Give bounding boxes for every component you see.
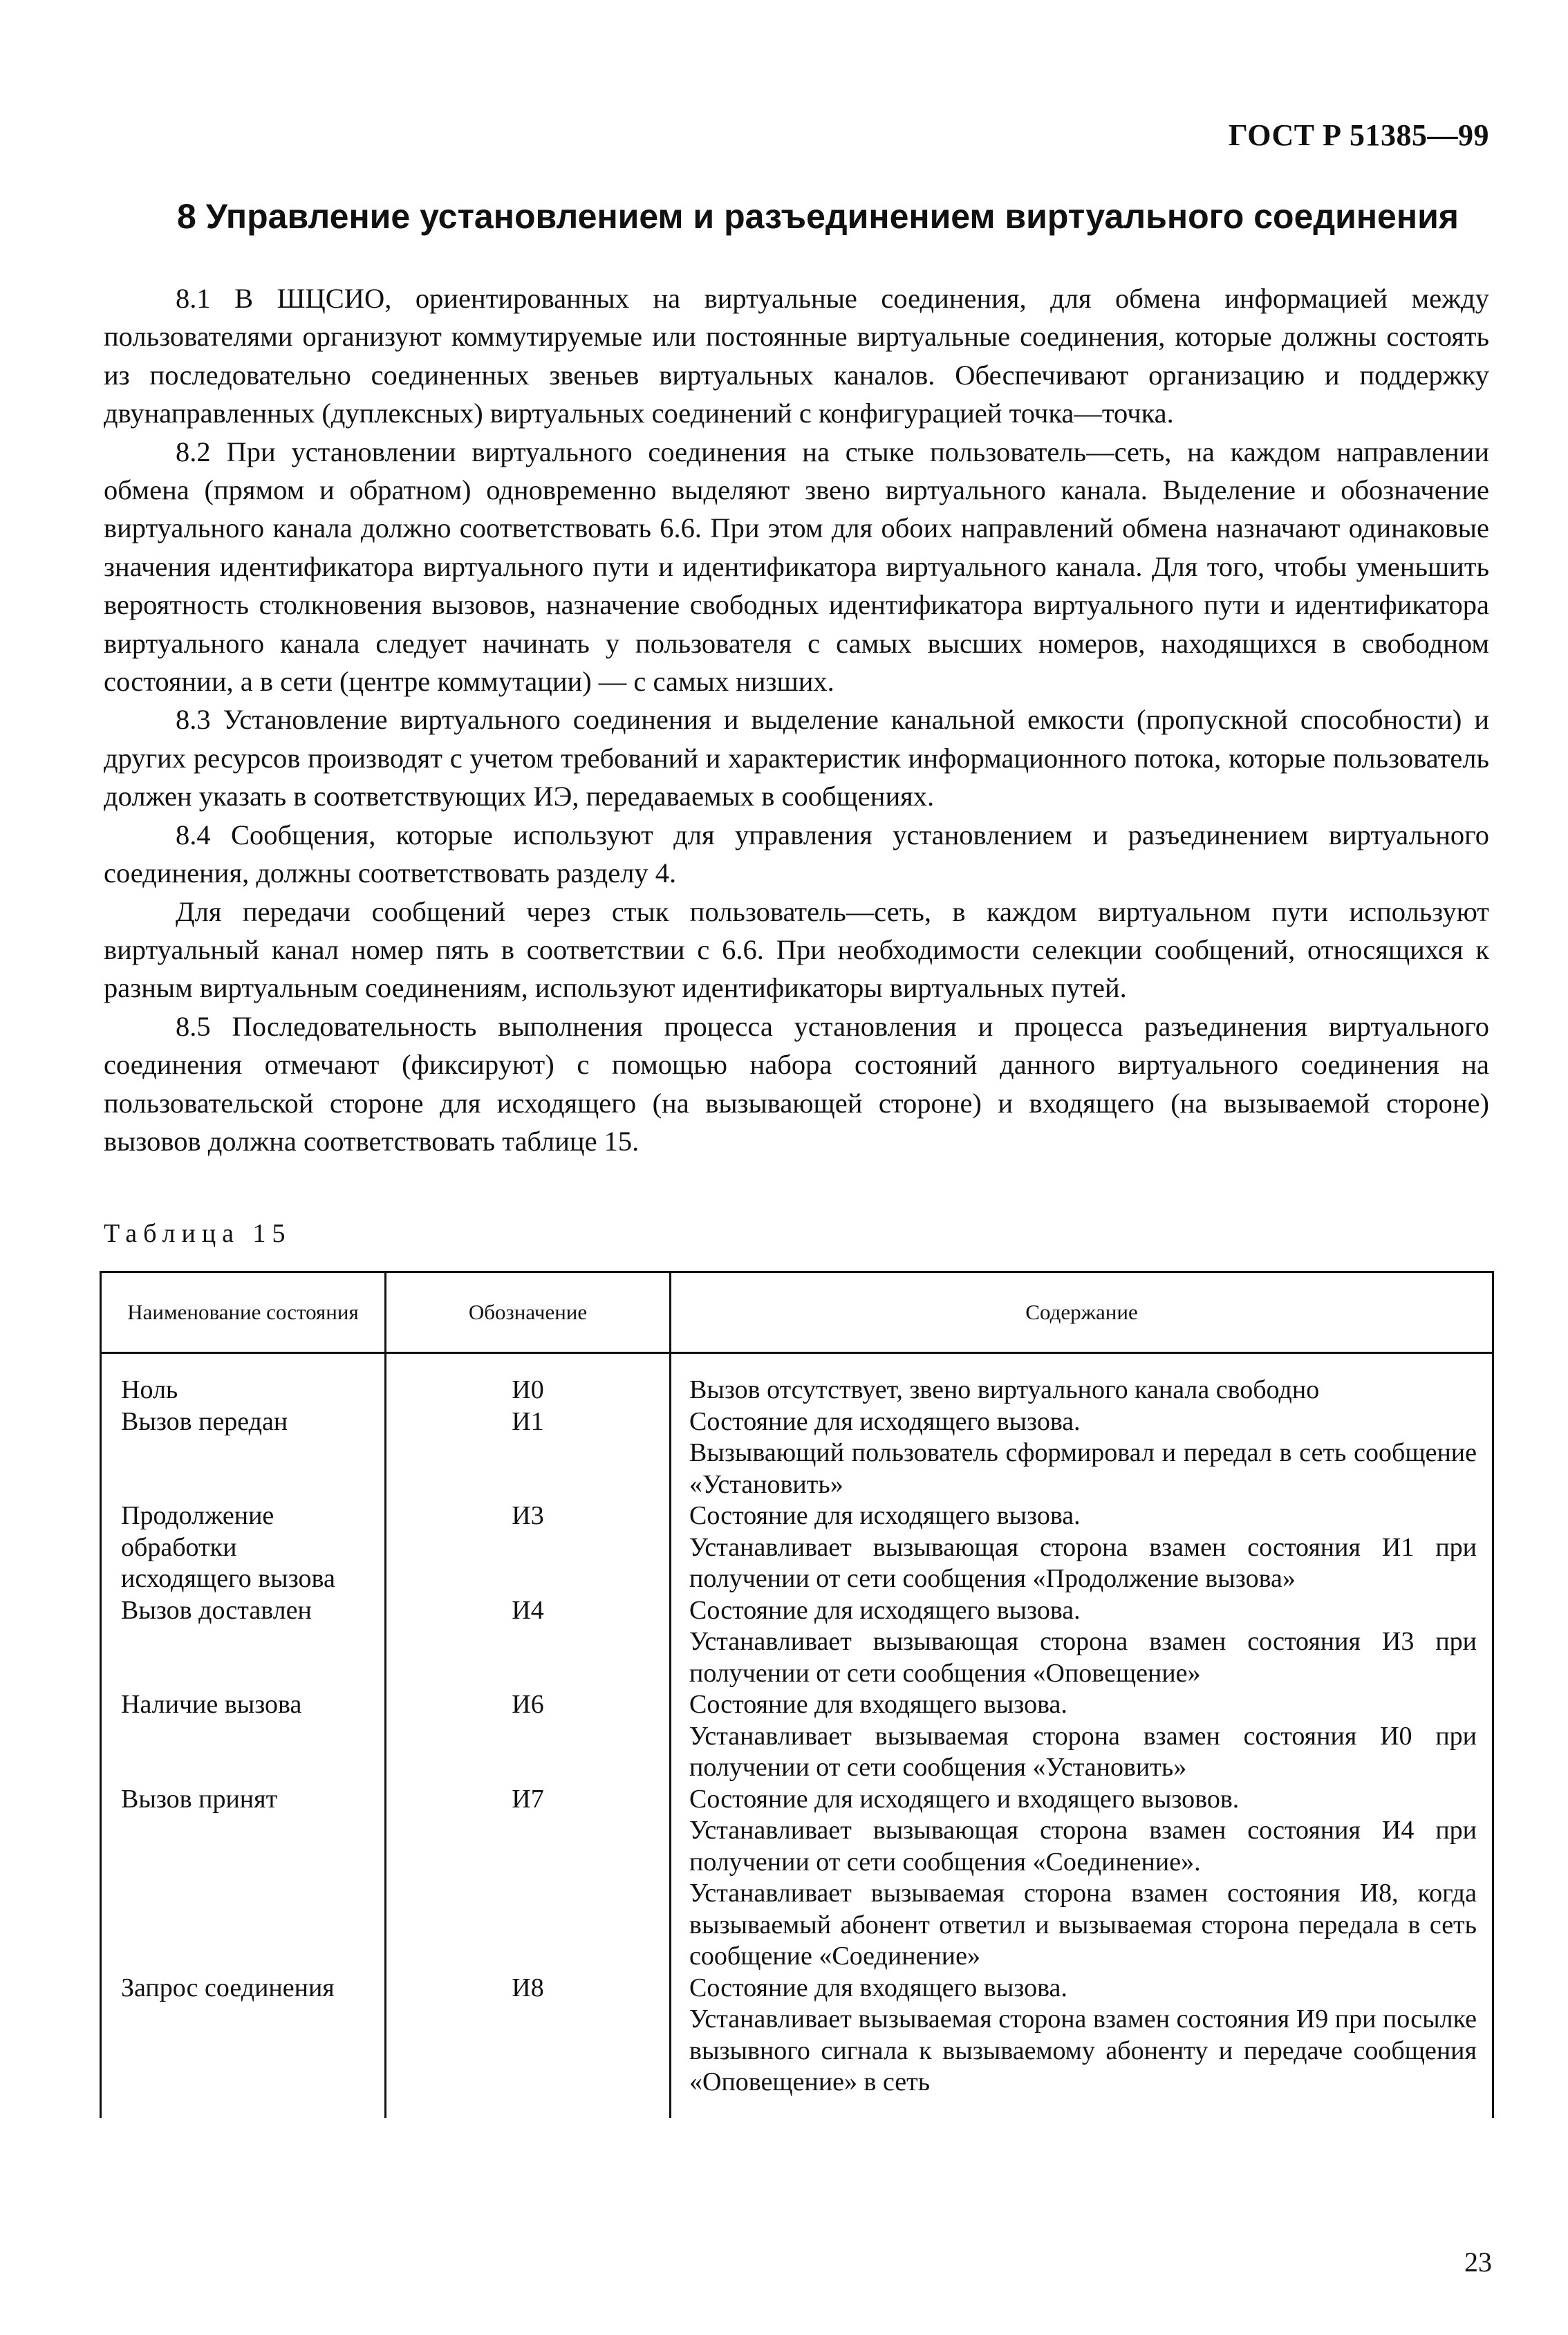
description-line: Вызывающий пользователь сформировал и передал в сеть сообщение «Установить» (689, 1438, 1477, 1499)
description-line: Устанавливает вызывающая сторона взамен состояния И4 при получении от сети сообщения «Соединение». (689, 1816, 1477, 1877)
state-name: Запрос соединения (101, 1973, 386, 2118)
state-description (671, 1595, 1493, 1690)
state-name: Вызов доставлен (101, 1595, 386, 1690)
state-code: И8 (386, 1973, 671, 2118)
state-description (671, 1689, 1493, 1784)
header-designation: Обозначение (386, 1272, 671, 1353)
table-row (101, 1973, 1493, 2118)
state-description (671, 1406, 1493, 1501)
page-number: 23 (1464, 2246, 1492, 2278)
state-code: И6 (386, 1689, 671, 1784)
description-line: Устанавливает вызывающая сторона взамен состояния И3 при получении от сети сообщения «Оповещение» (689, 1627, 1477, 1688)
header-content: Содержание (671, 1272, 1493, 1353)
description-line: Устанавливает вызываемая сторона взамен состояния И9 при посылке вызывного сигнала к вызываемому абоненту и передаче сообщения «Оповещение» в сеть (689, 2004, 1477, 2096)
paragraph-8-4: 8.4 Сообщения, которые используют для управления установлением и разъединением виртуального соединения, должны соответствовать разделу 4. (104, 819, 1489, 889)
state-code: И3 (386, 1500, 671, 1595)
description-line: Состояние для входящего вызова. (689, 1690, 1067, 1719)
table-row (101, 1353, 1493, 1406)
section-title: 8 Управление установлением и разъединением виртуального соединения (177, 197, 1459, 236)
description-line: Устанавливает вызывающая сторона взамен состояния И1 при получении от сети сообщения «Продолжение вызова» (689, 1532, 1477, 1593)
document-number: ГОСТ Р 51385—99 (1228, 118, 1489, 152)
paragraph-8-3: 8.3 Установление виртуального соединения и выделение канальной емкости (пропускной способности) и других ресурсов производят с учетом требований и характеристик информационного потока, которые пользователь должен указать в соответствующих ИЭ, передаваемых в сообщениях. (104, 704, 1489, 812)
state-name: Продолжение обработки исходящего вызова (101, 1500, 386, 1595)
paragraph-8-2: 8.2 При установлении виртуального соединения на стыке пользователь—сеть, на каждом направлении обмена (прямом и обратном) одновременно выделяют звено виртуального канала. Выделение и обозначение виртуального канала должно соответствовать 6.6. При этом для обоих направлений обмена назначают одинаковые значения идентификатора виртуального пути и идентификатора виртуального канала. Для того, чтобы уменьшить вероятность столкновения вызовов, назначение свободных идентификатора виртуального пути и идентификатора виртуального канала следует начинать у пользователя с самых высших номеров, находящихся в свободном состоянии, а в сети (центре коммутации) — с самых низших. (104, 436, 1489, 698)
state-code: И4 (386, 1595, 671, 1690)
table-row (101, 1689, 1493, 1784)
state-name: Ноль (101, 1353, 386, 1406)
state-name: Вызов принят (101, 1784, 386, 1973)
table-caption: Таблица 15 (104, 1219, 292, 1248)
table-header-row (101, 1272, 1493, 1353)
state-description (671, 1353, 1493, 1406)
description-line: Устанавливает вызываемая сторона взамен состояния И8, когда вызываемый абонент ответил и вызываемая сторона передала в сеть сообщение «Соединение» (689, 1879, 1477, 1971)
state-name: Вызов передан (101, 1406, 386, 1501)
state-code: И0 (386, 1353, 671, 1406)
table-row (101, 1500, 1493, 1595)
state-name: Наличие вызова (101, 1689, 386, 1784)
paragraph-8-1: 8.1 В ШЦСИО, ориентированных на виртуальные соединения, для обмена информацией между пользователями организуют коммутируемые или постоянные виртуальные соединения, которые должны состоять из последовательно соединенных звеньев виртуальных каналов. Обеспечивают организацию и поддержку двунаправленных (дуплексных) виртуальных соединений с конфигурацией точка—точка. (104, 283, 1489, 429)
description-line: Состояние для исходящего вызова. (689, 1501, 1081, 1530)
body-text (104, 279, 1489, 1160)
description-line: Состояние для исходящего и входящего вызовов. (689, 1784, 1240, 1814)
description-line: Состояние для входящего вызова. (689, 1973, 1067, 2002)
state-description (671, 1784, 1493, 1973)
states-table (100, 1271, 1494, 2118)
description-line: Состояние для исходящего вызова. (689, 1595, 1081, 1625)
description-line: Вызов отсутствует, звено виртуального канала свободно (689, 1375, 1320, 1404)
paragraph-8-5: 8.5 Последовательность выполнения процесса установления и процесса разъединения виртуального соединения отмечают (фиксируют) с помощью набора состояний данного виртуального соединения на пользовательской стороне для исходящего (на вызывающей стороне) и входящего (на вызываемой стороне) вызовов должна соответствовать таблице 15. (104, 1010, 1489, 1157)
description-line: Состояние для исходящего вызова. (689, 1406, 1081, 1436)
description-line: Устанавливает вызываемая сторона взамен состояния И0 при получении от сети сообщения «Установить» (689, 1721, 1477, 1782)
table-row (101, 1595, 1493, 1690)
table-row (101, 1406, 1493, 1501)
state-description (671, 1500, 1493, 1595)
header-state-name: Наименование состояния (101, 1272, 386, 1353)
state-code: И7 (386, 1784, 671, 1973)
state-description (671, 1973, 1493, 2118)
paragraph-8-4-cont: Для передачи сообщений через стык пользователь—сеть, в каждом виртуальном пути используют виртуальный канал номер пять в соответствии с 6.6. При необходимости селекции сообщений, относящихся к разным виртуальным соединениям, используют идентификаторы виртуальных путей. (104, 895, 1489, 1004)
table-row (101, 1784, 1493, 1973)
state-code: И1 (386, 1406, 671, 1501)
